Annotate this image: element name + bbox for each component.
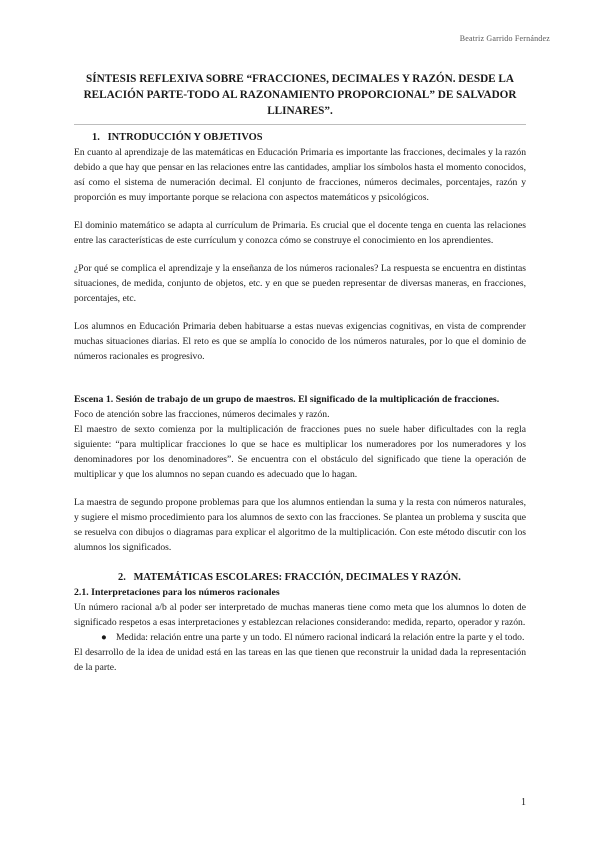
- page-number: 1: [521, 797, 526, 808]
- intro-paragraph-2: El dominio matemático se adapta al currículum de Primaria. Es crucial que el docente tenga en cuenta las relaciones entre las características de este currículum y conozca cómo se construye el conocimiento en los aprendientes.: [74, 220, 526, 246]
- subsection-heading: 2.1. Interpretaciones para los números racionales: [74, 587, 280, 598]
- section-number: 1.: [92, 132, 100, 143]
- document-title: SÍNTESIS REFLEXIVA SOBRE “FRACCIONES, DECIMALES Y RAZÓN. DESDE LA RELACIÓN PARTE-TODO AL RAZONAMIENTO PROPORCIONAL” DE SALVADOR LLINARES”.: [83, 73, 517, 117]
- intro-paragraph-3: ¿Por qué se complica el aprendizaje y la enseñanza de los números racionales? La respuesta se encuentra en distintas situaciones, de medida, conjunto de objetos, etc. y en que se pueden representar de diversas maneras, en fracciones, porcentajes, etc.: [74, 263, 526, 304]
- intro-paragraph-1: En cuanto al aprendizaje de las matemáticas en Educación Primaria es importante las fracciones, decimales y la razón debido a que hay que pensar en las relaciones entre las cantidades, ampliar los símbolos hasta el momento conocidos, así como el sistema de numeración decimal. El conjunto de fracciones, números decimales, porcentajes, razón y proporción es muy importante porque se relaciona con aspectos matemáticos y psicológicos.: [74, 147, 526, 203]
- scene-paragraph-3: La maestra de segundo propone problemas para que los alumnos entiendan la suma y la resta con números naturales, y sugiere el mismo procedimiento para los alumnos de sexto con las fracciones. Se plantea un problema y suscita que se resuelva con dibujos o diagramas para explicar el algoritmo de la multiplicación. Con este método discutir con los alumnos los significados.: [74, 497, 526, 553]
- section-title: MATEMÁTICAS ESCOLARES: FRACCIÓN, DECIMALES Y RAZÓN.: [133, 572, 461, 583]
- scene-paragraph-1: Foco de atención sobre las fracciones, números decimales y razón.: [74, 409, 330, 420]
- section-heading-school-math: [74, 570, 526, 585]
- list-item-text: Medida: relación entre una parte y un todo. El número racional indicará la relación entre la parte y el todo.: [116, 632, 525, 643]
- section-number: 2.: [118, 572, 126, 583]
- title-divider: [74, 124, 526, 125]
- scene-paragraph-2: El maestro de sexto comienza por la multiplicación de fracciones pues no suele haber dificultades con la regla siguiente: “para multiplicar fracciones lo que se hace es multiplicar los numeradores por los numeradores y los denominadores por los denominadores”. Se encuentra con el obstáculo del significado que tiene la operación de multiplicar y que los alumnos no sepan cuando es adecuado que lo hagan.: [74, 424, 526, 480]
- sec2-paragraph-2: El desarrollo de la idea de unidad está en las tareas en las que tienen que reconstruir la unidad dada la representación de la parte.: [74, 647, 526, 673]
- intro-paragraph-4: Los alumnos en Educación Primaria deben habituarse a estas nuevas exigencias cognitivas, en vista de comprender muchas situaciones diarias. El reto es que se amplía lo conocido de los números naturales, por lo que el dominio de números racionales es progresivo.: [74, 321, 526, 362]
- sec2-paragraph-1: Un número racional a/b al poder ser interpretado de muchas maneras tiene como meta que los alumnos lo doten de significado respetos a esas interpretaciones y establezcan relaciones considerando: medida, reparto, operador y razón.: [74, 602, 526, 628]
- section-heading-introduction: [74, 130, 526, 145]
- document-body: [74, 130, 526, 675]
- bullet-icon: ●: [101, 632, 107, 643]
- section-title: INTRODUCCIÓN Y OBJETIVOS: [107, 132, 263, 143]
- scene-heading: Escena 1. Sesión de trabajo de un grupo de maestros. El significado de la multiplicación de fracciones.: [74, 394, 500, 405]
- header-author: Beatriz Garrido Fernández: [459, 34, 550, 43]
- bullet-list: [74, 630, 526, 645]
- list-item: [101, 630, 526, 645]
